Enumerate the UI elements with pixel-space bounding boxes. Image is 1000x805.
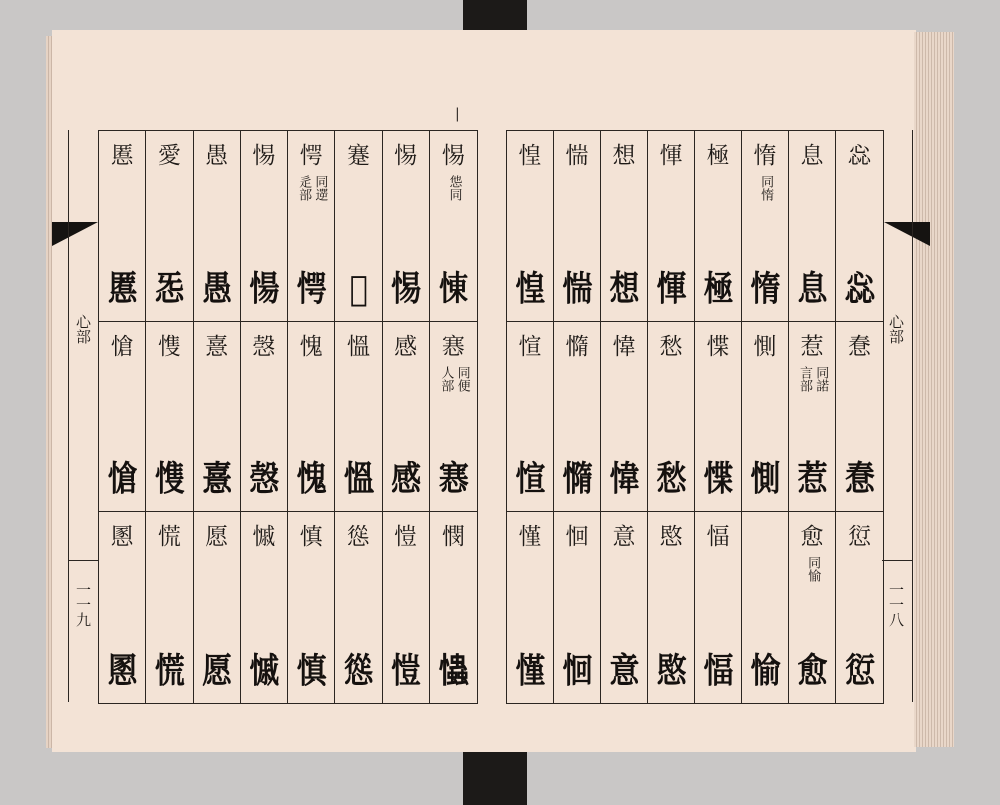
character-head: 憫 [441, 524, 465, 551]
character-head: 慬 [518, 524, 542, 551]
character-head: 愧 [299, 333, 323, 360]
table-cell [146, 322, 193, 513]
seal-script-glyph: 愇 [609, 459, 639, 500]
character-head: 慁 [110, 524, 134, 551]
seal-script-glyph: 𢡬 [349, 268, 367, 310]
seal-script-glyph: 愈 [797, 651, 827, 692]
note-line: 言部 [797, 365, 812, 392]
character-head: 愿 [205, 524, 229, 551]
character-head: 愷 [394, 524, 418, 551]
seal-script-glyph: 㤅 [154, 268, 184, 310]
table-cell [99, 322, 146, 513]
table-cell [194, 512, 241, 703]
seal-script-glyph: 㥶 [438, 459, 468, 500]
note-line: 同諾 [813, 365, 829, 392]
right-margin-column [882, 130, 913, 702]
right-margin-divider [882, 560, 912, 561]
note-line: 同愉 [805, 556, 821, 583]
character-head: 惕 [252, 143, 276, 169]
character-head: 惕 [441, 143, 465, 169]
character-head: 蹇 [346, 143, 370, 169]
note-line: 人部 [438, 365, 454, 392]
character-head: 愈 [800, 524, 824, 551]
seal-script-glyph: 愉 [750, 651, 780, 692]
seal-script-glyph: 𢛔 [438, 268, 468, 310]
character-head: 恛 [565, 524, 589, 551]
character-head: 息 [800, 143, 824, 169]
left-margin-column [68, 130, 99, 702]
seal-script-glyph: 惲 [656, 268, 686, 310]
seal-script-glyph: 𢥞 [438, 651, 468, 692]
margin-mark: | [455, 106, 460, 122]
seal-script-glyph: 愍 [656, 651, 686, 692]
character-head: 惲 [659, 143, 683, 169]
seal-script-glyph: 慬 [515, 651, 545, 692]
character-head: 極 [706, 143, 730, 169]
table-cell [742, 322, 789, 513]
seal-script-glyph: 惢 [845, 268, 874, 310]
table-cell [601, 131, 648, 322]
seal-script-glyph: 想 [609, 268, 639, 310]
table-cell [648, 512, 695, 703]
table-cell [789, 512, 836, 703]
right-page-number: 一一八 [887, 582, 905, 627]
character-head: 愊 [706, 524, 730, 551]
seal-script-glyph: 愃 [515, 459, 545, 500]
character-head: 愯 [157, 333, 181, 360]
seal-script-glyph: 感 [391, 459, 421, 500]
table-cell [288, 512, 335, 703]
table-cell [695, 322, 742, 513]
table-cell [383, 131, 430, 322]
table-cell [383, 322, 430, 513]
seal-script-glyph: 愴 [107, 459, 137, 500]
seal-script-glyph: 愆 [845, 651, 874, 692]
table-cell [99, 131, 146, 322]
table-cell [742, 131, 789, 322]
character-head: 慍 [346, 333, 370, 360]
note-line: 同惰 [758, 175, 774, 201]
seal-script-glyph: 惕 [391, 268, 421, 310]
seal-script-glyph: 慌 [154, 651, 184, 692]
seal-script-glyph: 愨 [249, 459, 279, 500]
character-head: 想 [612, 143, 636, 169]
table-cell [430, 131, 477, 322]
seal-script-glyph: 惵 [703, 459, 733, 500]
table-cell [507, 322, 554, 513]
character-note [430, 175, 477, 201]
character-head: 惰 [753, 143, 777, 169]
character-head: 憙 [205, 333, 229, 360]
table-cell [335, 131, 382, 322]
character-head: 感 [394, 333, 418, 360]
note-line: 同便 [454, 365, 470, 392]
seal-script-glyph: 愓 [249, 268, 279, 310]
table-cell [507, 131, 554, 322]
character-head: 愇 [612, 333, 636, 360]
character-head: 慎 [299, 524, 323, 551]
character-head: 愃 [518, 333, 542, 360]
seal-script-glyph: 息 [797, 268, 827, 310]
table-cell [335, 512, 382, 703]
character-note [742, 175, 788, 201]
character-head: 愨 [252, 333, 276, 360]
note-line: 同遻 [312, 175, 328, 201]
table-cell [241, 322, 288, 513]
seal-script-glyph: 慎 [296, 651, 326, 692]
seal-script-glyph: 惶 [515, 268, 545, 310]
table-cell [695, 131, 742, 322]
character-head: 意 [612, 524, 636, 551]
table-cell [241, 512, 288, 703]
character-head: 愚 [205, 143, 229, 169]
character-head: 憜 [565, 333, 589, 360]
table-cell [430, 512, 477, 703]
seal-script-glyph: 慁 [107, 651, 137, 692]
character-head: 愆 [848, 524, 871, 551]
seal-script-glyph: 惴 [562, 268, 592, 310]
character-note [288, 175, 334, 201]
character-head: 愍 [659, 524, 683, 551]
table-cell [836, 131, 883, 322]
right-character-table [506, 130, 884, 704]
table-cell [288, 131, 335, 322]
character-head: 惶 [518, 143, 542, 169]
table-cell [146, 512, 193, 703]
character-note [430, 366, 477, 392]
table-cell [241, 131, 288, 322]
character-head: 慌 [157, 524, 181, 551]
seal-script-glyph: 憜 [562, 459, 592, 500]
note-line: 辵部 [296, 175, 312, 201]
character-head: 愕 [299, 143, 323, 169]
seal-script-glyph: 惹 [797, 459, 827, 500]
seal-script-glyph: 慍 [343, 459, 373, 500]
left-margin-divider [69, 560, 99, 561]
seal-script-glyph: 愚 [202, 268, 232, 310]
seal-script-glyph: 惷 [845, 459, 874, 500]
seal-script-glyph: 意 [609, 651, 639, 692]
character-head: 愛 [157, 143, 181, 169]
table-cell [554, 512, 601, 703]
seal-script-glyph: 惰 [750, 268, 780, 310]
character-head: 惴 [565, 143, 589, 169]
table-cell [836, 322, 883, 513]
seal-script-glyph: 慫 [343, 651, 373, 692]
table-cell [430, 322, 477, 513]
right-section-title: 心部 [887, 314, 905, 344]
character-head: 慽 [252, 524, 276, 551]
character-head: 慝 [110, 143, 134, 169]
seal-script-glyph: 愯 [154, 459, 184, 500]
note-line: 怹同 [446, 175, 462, 201]
table-cell [789, 322, 836, 513]
table-cell [383, 512, 430, 703]
character-head: 惹 [800, 333, 824, 360]
table-cell [146, 131, 193, 322]
left-page-number: 一一九 [74, 582, 92, 627]
seal-script-glyph: 憙 [202, 459, 232, 500]
character-head: 惵 [706, 333, 730, 360]
table-cell [99, 512, 146, 703]
seal-script-glyph: 極 [703, 268, 733, 310]
character-head: 愴 [110, 333, 134, 360]
seal-script-glyph: 愁 [656, 459, 686, 500]
character-head: 惻 [753, 333, 777, 360]
table-cell [554, 131, 601, 322]
table-cell [742, 512, 789, 703]
table-cell [507, 512, 554, 703]
table-cell [789, 131, 836, 322]
table-cell [648, 322, 695, 513]
character-note [789, 366, 835, 392]
left-section-title: 心部 [74, 314, 92, 344]
character-head: 惢 [848, 143, 871, 169]
page-edges-right [914, 32, 954, 747]
table-cell [648, 131, 695, 322]
character-head: 惷 [848, 333, 871, 360]
seal-script-glyph: 恛 [562, 651, 592, 692]
table-cell [601, 512, 648, 703]
table-cell [194, 131, 241, 322]
seal-script-glyph: 愷 [391, 651, 421, 692]
character-head: 惕 [394, 143, 418, 169]
table-cell [695, 512, 742, 703]
table-cell [288, 322, 335, 513]
seal-script-glyph: 愿 [202, 651, 232, 692]
seal-script-glyph: 惻 [750, 459, 780, 500]
character-head: 慫 [346, 524, 370, 551]
seal-script-glyph: 愊 [703, 651, 733, 692]
table-cell [554, 322, 601, 513]
character-head: 㥶 [441, 333, 465, 360]
table-cell [836, 512, 883, 703]
seal-script-glyph: 愧 [296, 459, 326, 500]
seal-script-glyph: 愕 [296, 268, 326, 310]
character-head: 愁 [659, 333, 683, 360]
left-character-table [98, 130, 478, 704]
table-cell [601, 322, 648, 513]
seal-script-glyph: 慽 [249, 651, 279, 692]
character-note [789, 556, 835, 582]
table-cell [194, 322, 241, 513]
table-cell [335, 322, 382, 513]
seal-script-glyph: 慝 [107, 268, 137, 310]
